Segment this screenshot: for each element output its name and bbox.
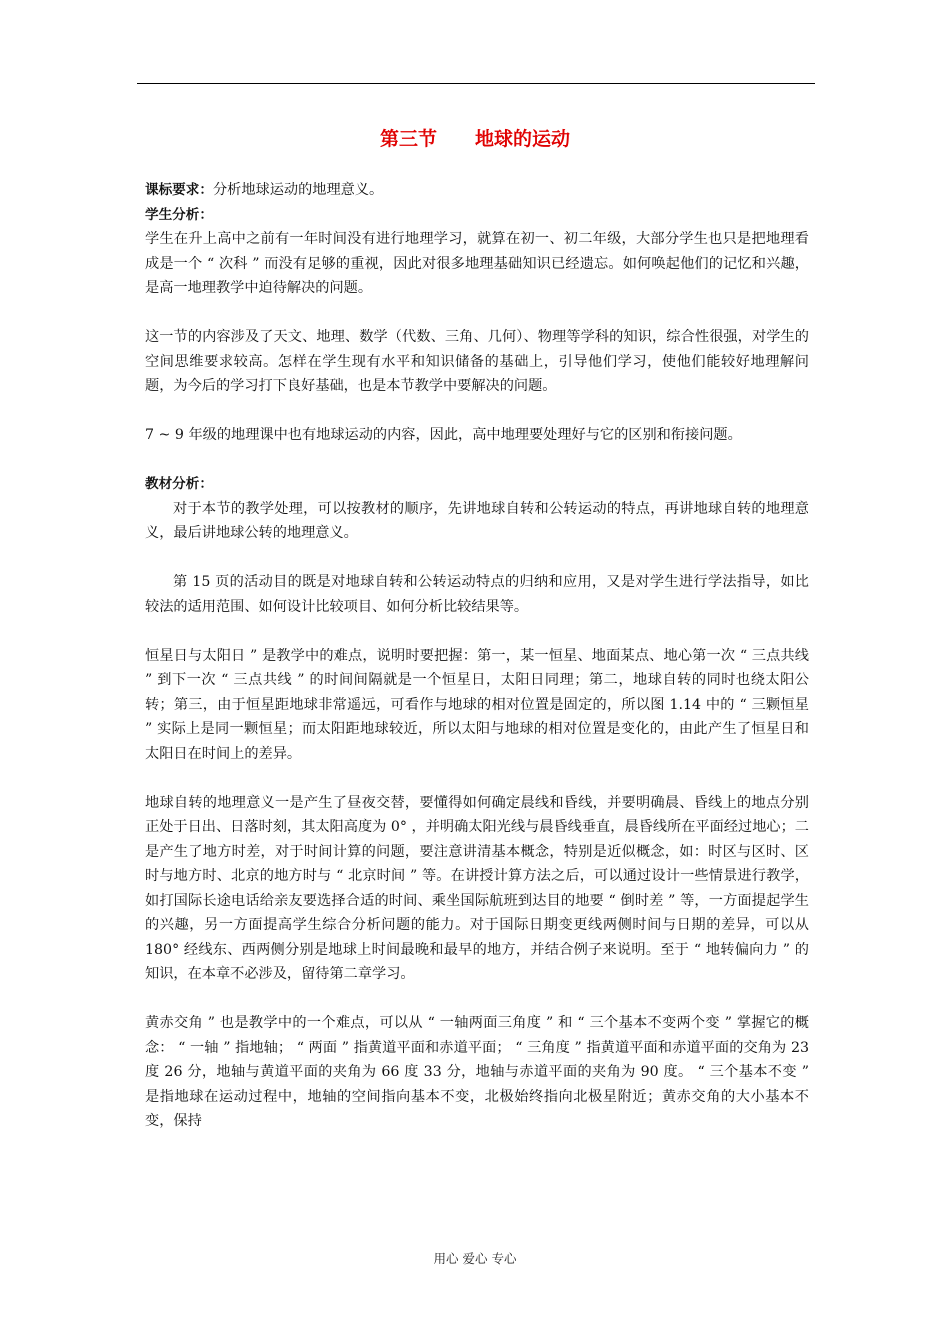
material-paragraph-1: 对于本节的教学处理，可以按教材的顺序，先讲地球自转和公转运动的特点，再讲地球自转的地理意义，最后讲地球公转的地理意义。 (145, 500, 809, 541)
page-title: 第三节 地球的运动 (379, 128, 570, 150)
material-paragraph-2: 第 15 页的活动目的既是对地球自转和公转运动特点的归纳和应用，又是对学生进行学法指导，如比较法的适用范围、如何设计比较项目、如何分析比较结果等。 (145, 574, 809, 615)
document-body (145, 178, 809, 1134)
requirement-line (145, 178, 809, 203)
requirement-text: 分析地球运动的地理意义。 (212, 182, 384, 198)
header-rule (137, 83, 815, 84)
material-analysis-heading (145, 472, 809, 497)
page-footer: 用心 爱心 专心 (433, 1251, 517, 1266)
student-paragraph-3: 7 ~ 9 年级的地理课中也有地球运动的内容，因此，高中地理要处理好与它的区别和衔接问题。 (145, 427, 742, 443)
material-paragraph-5: 黄赤交角 ” 也是教学中的一个难点，可以从 “ 一轴两面三角度 ” 和 “ 三个基本不变两个变 ” 掌握它的概念： “ 一轴 ” 指地轴； “ 两面 ” 指黄道平面和赤道平面； “ 三角度 ” 指黄道平面和赤道平面的交角为 23 度 26 分，地轴与黄道平面的夹角为 66 度 33 分，地轴与赤道平面的夹角为 90 度。 “ 三个基本不变 ” 是指地球在运动过程中，地轴的空间指向基本不变，北极始终指向北极星附近；黄赤交角的大小基本不变，保持 (145, 1015, 809, 1129)
material-label: 教材分析： (145, 476, 213, 492)
student-paragraph-2: 这一节的内容涉及了天文、地理、数学（代数、三角、几何）、物理等学科的知识，综合性很强，对学生的空间思维要求较高。怎样在学生现有水平和知识储备的基础上，引导他们学习，使他们能较好地理解问题，为今后的学习打下良好基础，也是本节教学中要解决的问题。 (145, 329, 809, 394)
student-label: 学生分析： (145, 206, 213, 223)
requirement-label: 课标要求： (145, 182, 213, 198)
student-paragraph-1: 学生在升上高中之前有一年时间没有进行地理学习，就算在初一、初二年级，大部分学生也只是把地理看成是一个 “ 次科 ” 而没有足够的重视，因此对很多地理基础知识已经遗忘。如何唤起他们的记忆和兴趣，是高一地理教学中迫待解决的问题。 (145, 231, 809, 296)
material-paragraph-3: 恒星日与太阳日 ” 是教学中的难点，说明时要把握：第一，某一恒星、地面某点、地心第一次 “ 三点共线 ” 到下一次 “ 三点共线 ” 的时间间隔就是一个恒星日，太阳日同理；第二，地球自转的同时也绕太阳公转；第三，由于恒星距地球非常遥远，可看作与地球的相对位置是固定的，所以图 1.14 中的 “ 三颗恒星 ” 实际上是同一颗恒星；而太阳距地球较近，所以太阳与地球的相对位置是变化的，由此产生了恒星日和太阳日在时间上的差异。 (145, 647, 809, 762)
student-analysis-heading (145, 203, 809, 228)
material-paragraph-4: 地球自转的地理意义一是产生了昼夜交替，要懂得如何确定晨线和昏线，并要明确晨、昏线上的地点分别正处于日出、日落时刻，其太阳高度为 0° ，并明确太阳光线与晨昏线垂直，晨昏线所在平面经过地心；二是产生了地方时差，对于时间计算的问题，要注意讲清基本概念，特别是近似概念，如：时区与区时、区时与地方时、北京的地方时与 “ 北京时间 ” 等。在讲授计算方法之后，可以通过设计一些情景进行教学，如打国际长途电话给亲友要选择合适的时间、乘坐国际航班到达目的地要 “ 倒时差 ” 等，一方面提起学生的兴趣，另一方面提高学生综合分析问题的能力。对于国际日期变更线两侧时间与日期的差异，可以从 180° 经线东、西两侧分别是地球上时间最晚和最早的地方，并结合例子来说明。至于 “ 地转偏向力 ” 的知识，在本章不必涉及，留待第二章学习。 (145, 794, 809, 982)
